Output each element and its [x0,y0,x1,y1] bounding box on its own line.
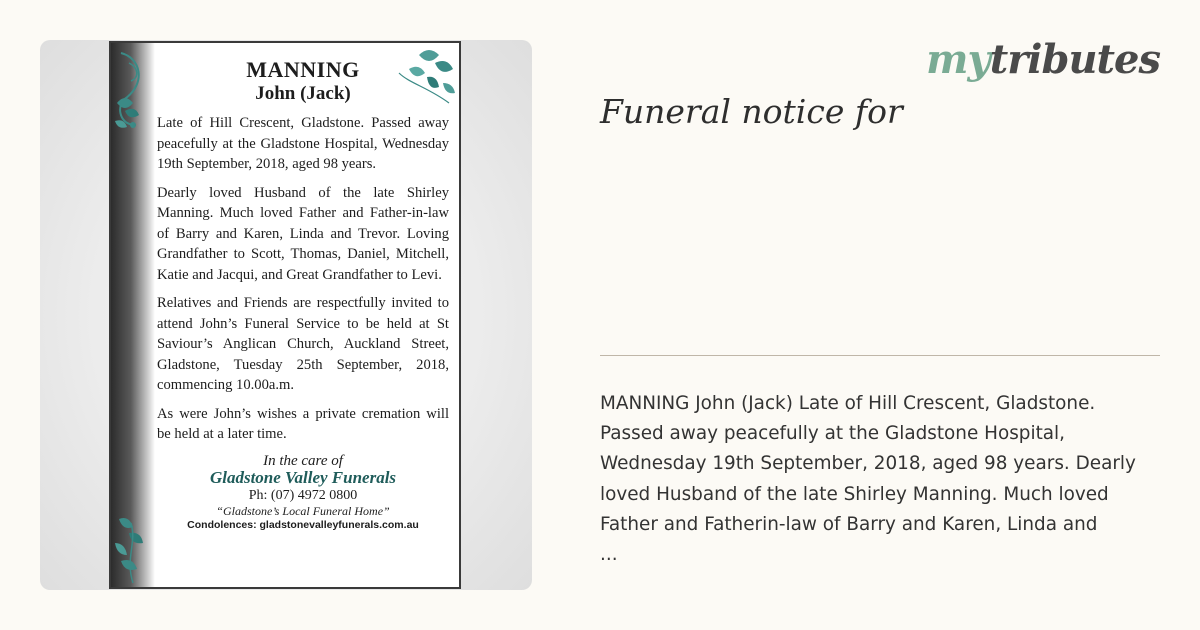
excerpt-line: Father and Fatherin-law of Barry and Karen, Linda and [600,513,1098,535]
teal-leaf-ornament-icon [111,513,155,589]
excerpt-line: MANNING John (Jack) Late of Hill Crescent, Gladstone. [600,393,1096,414]
notice-care-line: In the care of [263,452,343,469]
decorative-side-strip [111,43,155,587]
excerpt-line: Passed away peacefully at the Gladstone Hospital, [600,423,1066,445]
divider [600,355,1160,356]
excerpt-line: ... [600,544,618,566]
notice-text [157,57,449,532]
logo-tributes: tributes [989,36,1160,83]
notice-given-name: John (Jack) [255,83,351,104]
notice-paragraph: Relatives and Friends are respectfully invited to attend John’s Funeral Service to be held at St Saviour’s Anglican Church, Auckland Street, Gladstone, Tuesday 25th September, 2018, commencing 10.00a.m. [157,295,449,393]
notice-image-panel [40,40,532,590]
notice-paragraph: Dearly loved Husband of the late Shirley Manning. Much loved Father and Father-in-law of Barry and Karen, Linda and Trevor. Loving Grandfather to Scott, Thomas, Daniel, Mitchell, Katie and Jacqui, and Great Grandfather to Levi. [157,184,449,283]
condolences-line: Condolences: gladstonevalleyfunerals.com.au [187,518,419,531]
page-title: Funeral notice for [600,92,903,131]
notice-surname: MANNING [246,57,360,82]
funeral-home-tagline: “Gladstone’s Local Funeral Home” [216,503,390,518]
notice-excerpt [600,389,1160,570]
floral-flourish-icon [111,43,155,183]
logo-my: my [926,36,990,83]
funeral-notice-card [109,41,461,589]
notice-paragraph: Late of Hill Crescent, Gladstone. Passed away peacefully at the Gladstone Hospital, Wednesday 19th September, 2018, aged 98 years. [157,115,449,172]
excerpt-line: loved Husband of the late Shirley Manning. Much loved [600,483,1109,505]
funeral-home-name: Gladstone Valley Funerals [209,467,397,487]
mytributes-logo[interactable] [926,38,1160,82]
excerpt-line: Wednesday 19th September, 2018, aged 98 years. Dearly [600,453,1136,475]
notice-paragraph: As were John’s wishes a private cremation will be held at a later time. [157,405,449,442]
funeral-home-phone: Ph: (07) 4972 0800 [248,487,358,503]
